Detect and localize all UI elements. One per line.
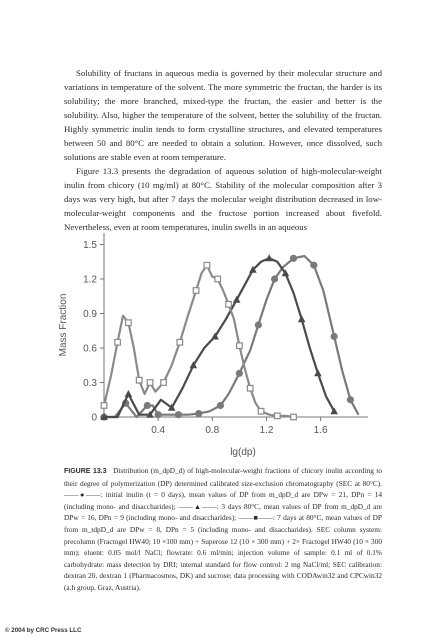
- y-tick-label: 0.6: [83, 343, 97, 355]
- paragraph-2: Figure 13.3 presents the degradation of aqueous solution of high-molecular-weight inulin from chicory (10 mg/ml) at 80°C. Stability of the molecular composition after 3 days was very high, but after 7 days the molecular weight distribution decreased in low-molecular-weight components and the fructose portion increased about fivefold. Nevertheless, even at room temperatures, inulin swells in an aqueous: [64, 166, 382, 232]
- data-point-circle: [217, 402, 224, 409]
- data-point-square: [258, 408, 264, 414]
- data-point-square: [237, 343, 243, 349]
- y-tick-label: 0.9: [83, 309, 97, 320]
- caption-label: FIGURE 13.3: [64, 468, 107, 475]
- data-point-triangle: [314, 369, 322, 376]
- body-text: [64, 66, 382, 234]
- x-axis-label: lg(dp): [230, 447, 256, 458]
- caption-text: Distribution (m_dpD_d) of high-molecular-weight fractions of chicory inulin according to their degree of polymerization (DP) determined calibrated size-exclusion chromatography (SEC at 80°C). ——●——: initial inulin (t = 0 days), mean values of DP from m_dpD_d are DPw = 21, DPn = 14 (including mono- and disaccharides); ——▲——: 3 days 80°C, mean values of DP from m_dpD_d are DPw = 16, DPn = 9 (including mono- and disaccharides); ——■——: 7 days at 80°C, mean values of DP from m_tdpD_d are DPw = 8, DPn = 5 (including mono- and disaccharides). SEC column system: precolumn (Fractogel HW40; 10 ×100 mm) + Superose 12 (10 × 300 mm) + 2× Fractogel HW40 (10 × 300 mm); eluent: 0.05 mol/l NaCl; flowrate: 0.6 ml/min; injection volume of sample: 0.1 ml of 0.1% carbohydrate: mass detection by DRI; internal standard for flow control: 2 mg NaCl/ml; SEC calibration: dextran 20, dextran 1 (Pharmacosmos, DK) and sucrose; data processing with CODAwin32 and CPCwin32 (a.h group, Graz, Austria).: [64, 466, 382, 592]
- copyright-footer: © 2004 by CRC Press LLC: [5, 627, 82, 634]
- chart-series-layer: [100, 254, 358, 420]
- data-point-square: [177, 339, 183, 345]
- figure-caption: [64, 465, 382, 594]
- data-point-square: [226, 302, 232, 308]
- data-point-circle: [155, 411, 162, 418]
- data-point-circle: [195, 410, 202, 417]
- x-tick-label: 1.2: [259, 425, 274, 436]
- data-point-square: [247, 385, 253, 391]
- y-tick-label: 1.5: [83, 240, 97, 251]
- data-point-circle: [290, 255, 297, 262]
- data-point-square: [161, 380, 167, 386]
- data-point-square: [193, 288, 199, 294]
- data-point-square: [204, 262, 210, 268]
- data-point-circle: [271, 275, 278, 282]
- y-tick-label: 1.2: [83, 274, 97, 286]
- y-tick-label: 0.3: [83, 378, 97, 389]
- series-line-circle: [104, 256, 359, 417]
- data-point-triangle: [125, 390, 133, 397]
- data-point-triangle: [298, 315, 306, 322]
- data-point-circle: [255, 321, 262, 328]
- data-point-circle: [310, 262, 317, 269]
- x-tick-label: 0.4: [151, 425, 166, 436]
- data-point-square: [291, 414, 297, 420]
- x-tick-label: 0.8: [205, 425, 220, 436]
- data-point-circle: [236, 370, 243, 377]
- paragraph-1: Solubility of fructans in aqueous media is governed by their molecular structure and variations in temperature of the solvent. The more symmetric the fructan, the harder is its solubility; the more branched, mixed-type the fructan, the easier and better is the solubility. Also, higher the temperature of the solvent, better the solubility of the fructan. Highly symmetric inulin tends to form crystalline structures, and elevated temperatures between 50 and 80°C are needed to obtain a solution. However, once dissolved, such solutions are stable even at room temperature.: [64, 68, 382, 162]
- data-point-square: [215, 276, 221, 282]
- data-point-square: [274, 413, 280, 419]
- x-tick-label: 1.6: [313, 425, 328, 436]
- data-point-circle: [347, 396, 354, 403]
- y-axis-label: Mass Fraction: [58, 293, 69, 357]
- data-point-circle: [331, 333, 338, 340]
- data-point-triangle: [265, 254, 273, 261]
- data-point-square: [136, 377, 142, 383]
- data-point-circle: [144, 402, 151, 409]
- data-point-circle: [175, 411, 182, 418]
- data-point-square: [101, 403, 107, 409]
- data-point-square: [126, 320, 132, 326]
- data-point-square: [147, 380, 153, 386]
- mass-fraction-chart: [50, 225, 380, 460]
- y-tick-label: 0: [91, 412, 97, 424]
- data-point-square: [115, 339, 121, 345]
